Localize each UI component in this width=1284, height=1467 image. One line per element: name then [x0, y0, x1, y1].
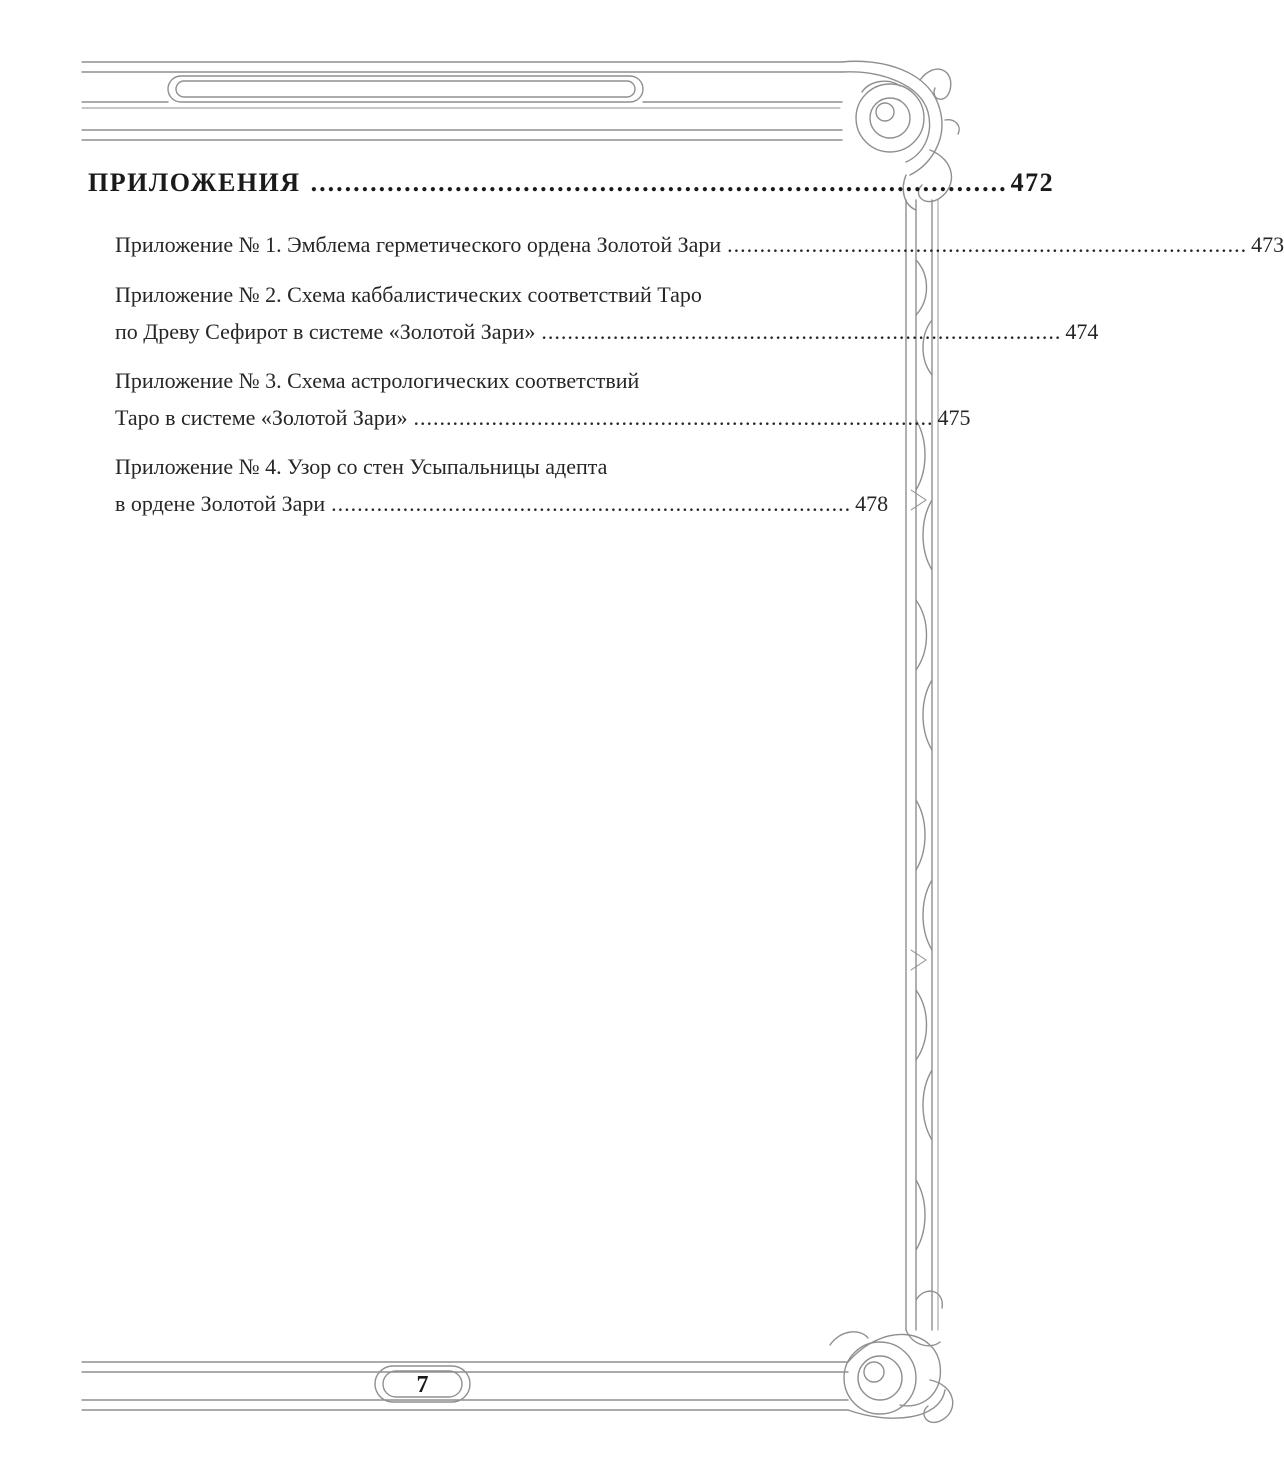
toc-heading[interactable] — [88, 168, 1055, 204]
top-cartouche — [168, 76, 643, 102]
toc-entry-page: 475 — [937, 405, 971, 430]
toc-entry-text: Приложение № 4. Узор со стен Усыпальницы адепта — [115, 454, 608, 479]
toc-entry-text: Приложение № 1. Эмблема герметического ордена Золотой Зари — [115, 232, 722, 257]
toc-heading-leader: .................................................................................. — [310, 168, 1008, 197]
top-cartouche-inner — [176, 81, 635, 97]
toc-entry-leader: ................................................................................ — [541, 319, 1062, 344]
toc-entry-text: по Древу Сефирот в системе «Золотой Зари» — [115, 319, 536, 344]
toc-entry-page: 474 — [1065, 319, 1099, 344]
toc-entry-page: 473 — [1251, 232, 1284, 257]
toc-entry-appendix-2[interactable] — [115, 276, 1099, 350]
toc-entry-text: Таро в системе «Золотой Зари» — [115, 405, 408, 430]
toc-entry-text: Приложение № 2. Схема каббалистических соответствий Таро — [115, 282, 702, 307]
toc-entry-leader: ................................................................................ — [727, 232, 1248, 257]
toc-heading-page: 472 — [1010, 168, 1055, 197]
toc-entry-text: в ордене Золотой Зари — [115, 491, 326, 516]
toc-heading-title: ПРИЛОЖЕНИЯ — [88, 168, 301, 197]
toc-entry-leader: ................................................................................ — [331, 491, 852, 516]
toc-entry-leader: ................................................................................ — [413, 405, 934, 430]
bottom-right-corner-ornament — [830, 1291, 953, 1422]
page-number: 7 — [416, 1371, 429, 1398]
toc-entry-text: Приложение № 3. Схема астрологических соответствий — [115, 368, 640, 393]
toc-entry-page: 478 — [855, 491, 889, 516]
toc-entry-appendix-3[interactable] — [115, 362, 971, 436]
toc-entry-appendix-4[interactable] — [115, 448, 889, 522]
toc-entry-appendix-1[interactable] — [115, 226, 1284, 263]
